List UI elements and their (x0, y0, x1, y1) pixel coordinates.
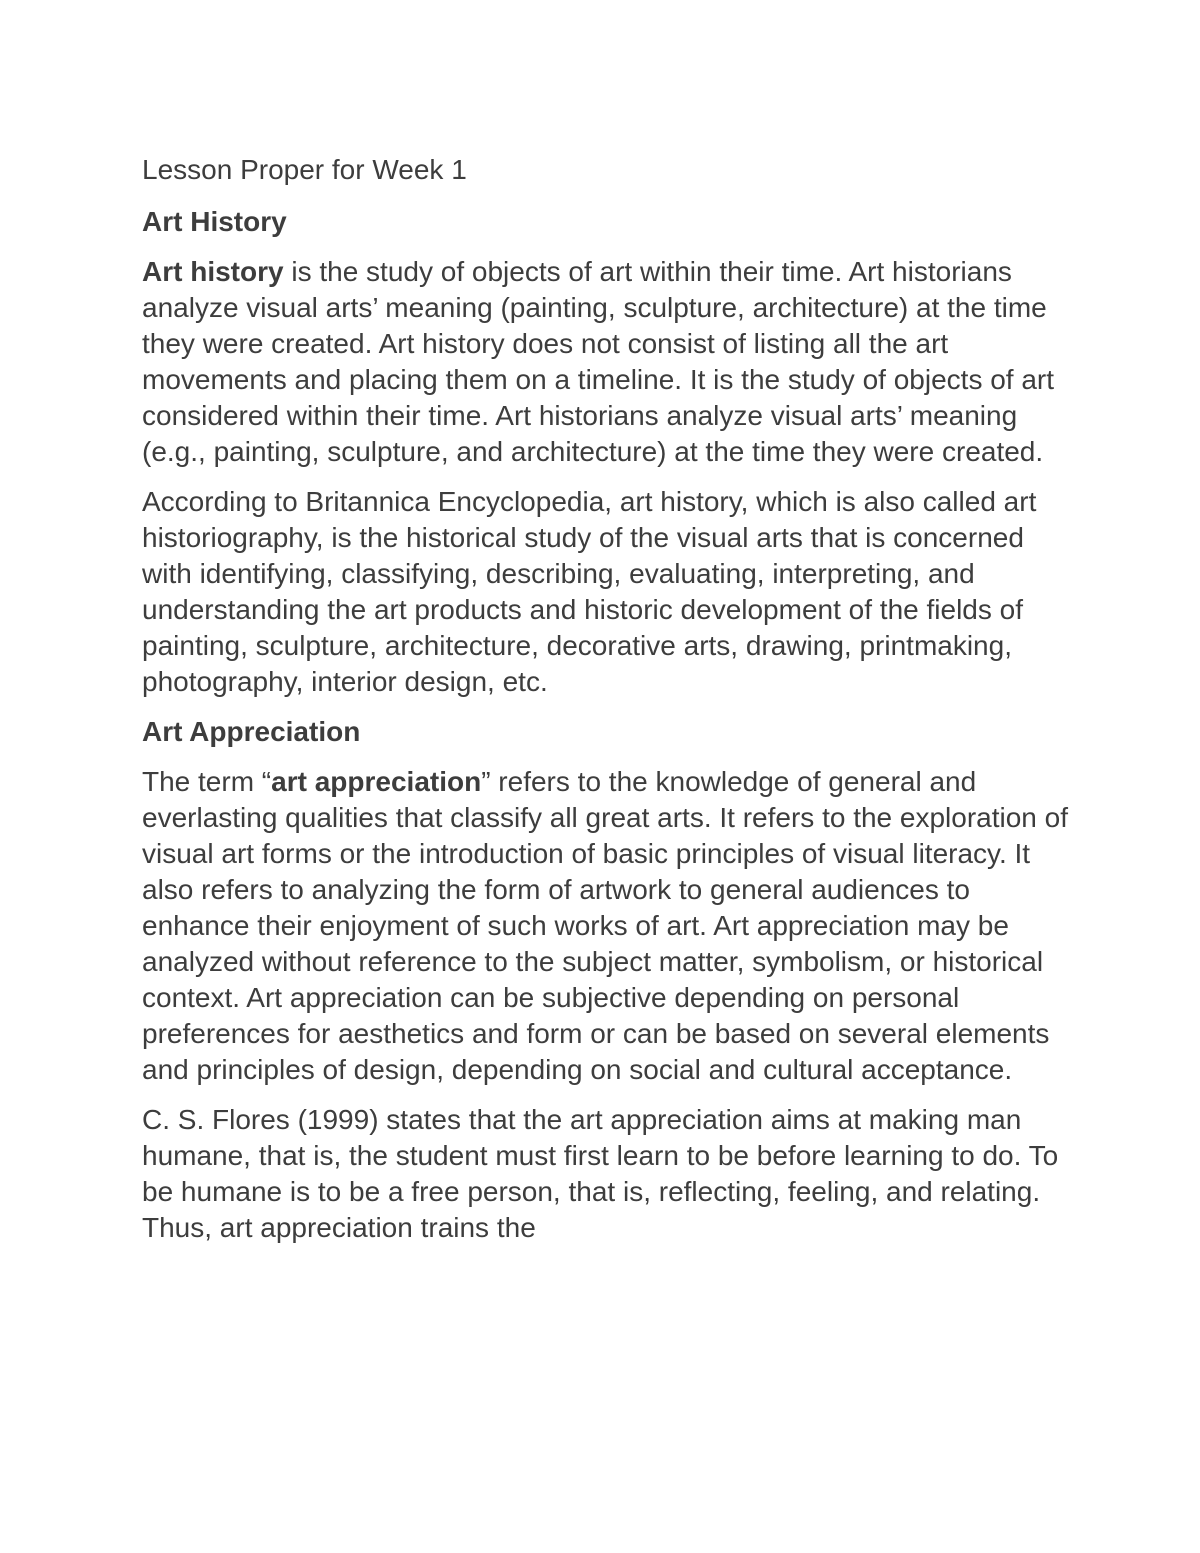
art-appreciation-paragraph-2: C. S. Flores (1999) states that the art appreciation aims at making man humane, that is, the student must first learn to be before learning to do. To be humane is to be a free person, that is, reflecting, feeling, and relating. Thus, art appreciation trains the (142, 1104, 1059, 1243)
document-page (142, 152, 1072, 1260)
art-appreciation-term: art appreciation (271, 766, 482, 797)
art-appreciation-heading: Art Appreciation (142, 716, 361, 747)
art-appreciation-intro: The term “ (142, 766, 272, 797)
art-history-definition: is the study of objects of art within their time. Art historians analyze visual arts’ meaning (painting, sculpture, architecture) at the time they were created. Art history does not consist of listing all the art movements and placing them on a timeline. It is the study of objects of art considered within their time. Art historians analyze visual arts’ meaning (e.g., painting, sculpture, and architecture) at the time they were created. (142, 256, 1055, 467)
art-history-paragraph-1 (142, 254, 1072, 470)
art-appreciation-definition: ” refers to the knowledge of general and everlasting qualities that classify all great arts. It refers to the exploration of visual art forms or the introduction of basic principles of visual literacy. It also refers to analyzing the form of artwork to general audiences to enhance their enjoyment of such works of art. Art appreciation may be analyzed without reference to the subject matter, symbolism, or historical context. Art appreciation can be subjective depending on personal preferences for aesthetics and form or can be based on several elements and principles of design, depending on social and cultural acceptance. (142, 766, 1069, 1085)
art-history-paragraph-2: According to Britannica Encyclopedia, art history, which is also called art historiography, is the historical study of the visual arts that is concerned with identifying, classifying, describing, evaluating, interpreting, and understanding the art products and historic development of the fields of painting, sculpture, architecture, decorative arts, drawing, printmaking, photography, interior design, etc. (142, 486, 1037, 697)
art-appreciation-paragraph-1 (142, 764, 1072, 1088)
art-history-heading: Art History (142, 206, 287, 237)
lesson-title: Lesson Proper for Week 1 (142, 154, 467, 185)
art-history-term: Art history (142, 256, 284, 287)
